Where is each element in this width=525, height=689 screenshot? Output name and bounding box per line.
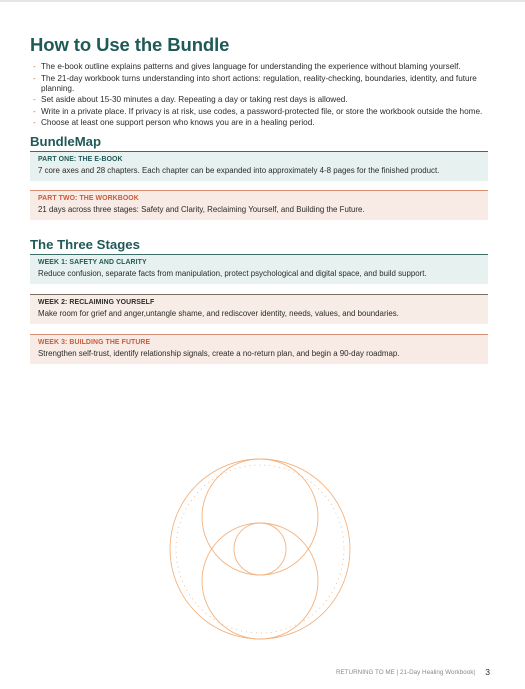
page-footer	[0, 667, 525, 679]
list-item	[32, 62, 488, 72]
part-two-card	[30, 190, 488, 220]
page-number: 3	[485, 667, 490, 677]
bullet-text: Set aside about 15-30 minutes a day. Repeating a day or taking rest days is allowed.	[41, 95, 348, 105]
bullet-text: The 21-day workbook turns understanding into short actions: regulation, reality-checking, boundaries, identity, and future planning.	[41, 73, 477, 93]
stages-heading: The Three Stages	[30, 237, 140, 253]
list-item	[32, 74, 488, 94]
ornament-dotted-ring	[176, 465, 344, 633]
bullet-marker: -	[33, 118, 36, 128]
bullet-marker: -	[33, 106, 36, 116]
part-one-text: 7 core axes and 28 chapters. Each chapter can be expanded into approximately 4-8 pages for the finished product.	[38, 166, 440, 176]
bullet-text: The e-book outline explains patterns and gives language for understanding the experience without blaming yourself.	[41, 62, 461, 71]
list-item	[32, 107, 488, 117]
footer-text: RETURNING TO ME | 21-Day Healing Workbook|	[335, 669, 475, 676]
ornament-lower-circle	[202, 523, 318, 639]
bullet-marker: -	[33, 62, 36, 71]
top-rule	[0, 0, 525, 2]
page-title: How to Use the Bundle	[30, 34, 230, 55]
list-item	[32, 118, 488, 128]
bullet-marker: -	[33, 95, 36, 105]
bundlemap-heading: BundleMap	[30, 134, 102, 150]
week3-label: WEEK 3: BUILDING THE FUTURE	[38, 339, 151, 347]
page-content	[30, 34, 488, 364]
bullet-text: Choose at least one support person who knows you are in a healing period.	[41, 118, 315, 128]
list-item	[32, 95, 488, 105]
ornament-center-circle	[234, 523, 286, 575]
week1-card	[30, 254, 488, 284]
part-one-label: PART ONE: THE E-BOOK	[38, 156, 123, 164]
week3-card	[30, 334, 488, 364]
week3-text: Strengthen self-trust, identify relationship signals, create a no-return plan, and begin a 90-day roadmap.	[38, 349, 400, 359]
ornament-outer-circle	[170, 459, 350, 639]
part-two-label: PART TWO: THE WORKBOOK	[38, 195, 139, 203]
part-one-card	[30, 151, 488, 181]
ornament-upper-circle	[202, 459, 318, 575]
week2-card	[30, 294, 488, 324]
intro-bullet-list	[30, 62, 488, 128]
week1-text: Reduce confusion, separate facts from manipulation, protect psychological and digital space, and build support.	[38, 269, 427, 279]
week2-text: Make room for grief and anger,untangle shame, and rediscover identity, needs, values, and boundaries.	[38, 309, 399, 319]
interlocking-circles-ornament-icon	[165, 454, 355, 644]
week2-label: WEEK 2: RECLAIMING YOURSELF	[38, 299, 155, 307]
bullet-text: Write in a private place. If privacy is at risk, use codes, a password-protected file, or store the workbook outside the home.	[41, 106, 483, 116]
part-two-text: 21 days across three stages: Safety and Clarity, Reclaiming Yourself, and Building the Future.	[38, 205, 365, 215]
week1-label: WEEK 1: SAFETY AND CLARITY	[38, 259, 147, 267]
bullet-marker: -	[33, 73, 36, 83]
